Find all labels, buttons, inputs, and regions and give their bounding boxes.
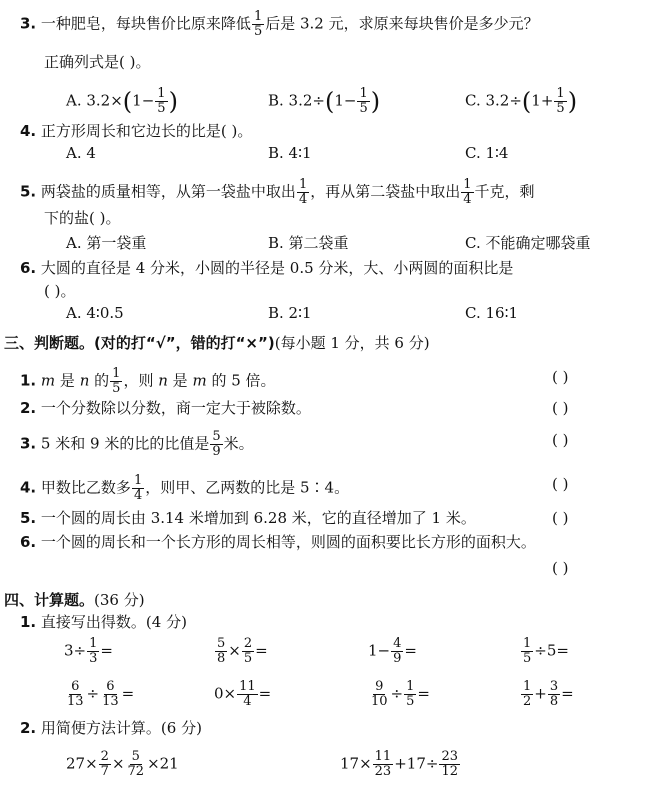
true-false-item-2: 2. 一个分数除以分数，商一定大于被除数。 bbox=[20, 399, 311, 417]
question-3-line2: 正确列式是( )。 bbox=[44, 53, 151, 71]
option-a: A. 第一袋重 bbox=[66, 234, 147, 252]
true-false-item-1: 1. m 是 n 的 $\frac{1}{5}$ ，则 n 是 m 的 5 倍。 bbox=[20, 366, 276, 396]
option-b: B. 第二袋重 bbox=[268, 234, 349, 252]
fraction: $\frac{1}{5}$ bbox=[556, 86, 565, 116]
question-number: 6. bbox=[20, 259, 37, 277]
calc-part-1-title: 1. 直接写出得数。(4 分) bbox=[20, 613, 187, 631]
option-c: C. 1∶4 bbox=[465, 144, 509, 162]
true-false-item-4: 4. 甲数比乙数多 $\frac{1}{4}$ ，则甲、乙两数的比是 5∶4。 bbox=[20, 473, 350, 503]
question-text-tail: 后是 3.2 元，求原来每块售价是多少元？ bbox=[265, 14, 539, 33]
question-number: 5. bbox=[20, 182, 37, 201]
answer-parentheses[interactable]: ( ) bbox=[552, 559, 569, 577]
oral-calc-1: 3÷ $\frac{1}{3}$ = bbox=[64, 636, 113, 666]
fraction: $\frac{1}{5}$ bbox=[157, 86, 166, 116]
answer-parentheses[interactable]: ( ) bbox=[552, 509, 569, 527]
oral-calc-6: 0× $\frac{11}{4}$ = bbox=[214, 679, 272, 709]
answer-parentheses[interactable]: ( ) bbox=[552, 431, 569, 449]
answer-parentheses[interactable]: ( ) bbox=[552, 475, 569, 493]
question-text: 大圆的直径是 4 分米，小圆的半径是 0.5 分米，大、小两圆的面积比是 bbox=[40, 259, 514, 277]
question-5: 5. 两袋盐的质量相等，从第一袋盐中取出 $\frac{1}{4}$ ，再从第二袋盐中取出 $\frac{1}{4}$ 千克，剩 bbox=[20, 177, 535, 207]
oral-calc-2: $\frac{5}{8}$ × $\frac{2}{5}$ = bbox=[217, 636, 268, 666]
oral-calc-5: $\frac{6}{13}$ ÷ $\frac{6}{13}$ = bbox=[67, 679, 135, 709]
option-b: B. 3.2÷(1− $\frac{1}{5}$ ) bbox=[268, 86, 381, 116]
fraction: $\frac{1}{5}$ bbox=[112, 366, 121, 396]
question-number: 3. bbox=[20, 14, 37, 33]
option-a: A. 4∶0.5 bbox=[66, 304, 124, 322]
true-false-item-6: 6. 一个圆的周长和一个长方形的周长相等，则圆的面积要比长方形的面积大。 bbox=[20, 533, 536, 551]
section-heading: 四、计算题。(36 分) bbox=[4, 591, 145, 609]
option-c: C. 16∶1 bbox=[465, 304, 519, 322]
fraction: $\frac{1}{4}$ bbox=[298, 177, 308, 207]
fraction: $\frac{1}{4}$ bbox=[133, 473, 143, 503]
question-5-line2: 下的盐( )。 bbox=[44, 209, 121, 227]
question-6 bbox=[20, 258, 513, 278]
true-false-item-5: 5. 一个圆的周长由 3.14 米增加到 6.28 米，它的直径增加了 1 米。 bbox=[20, 509, 476, 527]
fraction: $\frac{1}{4}$ bbox=[463, 177, 472, 207]
section-heading: 三、判断题。(对的打“√”，错的打“×”)(每小题 1 分，共 6 分) bbox=[4, 334, 430, 352]
fraction: $\frac{1}{5}$ bbox=[253, 9, 263, 39]
simplified-calc-2: 17× $\frac{11}{23}$ +17÷ $\frac{23}{12}$ bbox=[340, 749, 458, 779]
simplified-calc-1: 27× $\frac{2}{7}$ × $\frac{5}{72}$ ×21 bbox=[66, 749, 179, 779]
question-number: 4. bbox=[20, 122, 37, 140]
option-c: C. 不能确定哪袋重 bbox=[465, 234, 591, 252]
option-a: A. 4 bbox=[66, 144, 96, 162]
question-6-line2: ( )。 bbox=[44, 282, 76, 300]
oral-calc-3: 1− $\frac{4}{9}$ = bbox=[368, 636, 417, 666]
option-b: B. 2∶1 bbox=[268, 304, 312, 322]
calc-part-2-title: 2. 用简便方法计算。(6 分) bbox=[20, 719, 202, 737]
question-text: 一种肥皂，每块售价比原来降低 bbox=[40, 14, 251, 33]
true-false-item-3: 3. 5 米和 9 米的比的比值是 $\frac{5}{9}$ 米。 bbox=[20, 429, 254, 459]
question-4 bbox=[20, 121, 252, 141]
option-b: B. 4∶1 bbox=[268, 144, 312, 162]
option-c: C. 3.2÷(1+ $\frac{1}{5}$ ) bbox=[465, 86, 578, 116]
fraction: $\frac{1}{5}$ bbox=[359, 86, 368, 116]
option-a: A. 3.2×(1− $\frac{1}{5}$ ) bbox=[66, 86, 178, 116]
question-text: 正方形周长和它边长的比是( )。 bbox=[40, 122, 253, 140]
oral-calc-7: $\frac{9}{10}$ ÷ $\frac{1}{5}$ = bbox=[371, 679, 430, 709]
question-3 bbox=[20, 10, 539, 39]
answer-parentheses[interactable]: ( ) bbox=[552, 399, 569, 417]
oral-calc-8: $\frac{1}{2}$ + $\frac{3}{8}$ = bbox=[523, 679, 574, 709]
fraction: $\frac{5}{9}$ bbox=[212, 429, 221, 459]
oral-calc-4: $\frac{1}{5}$ ÷5= bbox=[523, 636, 569, 666]
answer-parentheses[interactable]: ( ) bbox=[552, 368, 569, 386]
